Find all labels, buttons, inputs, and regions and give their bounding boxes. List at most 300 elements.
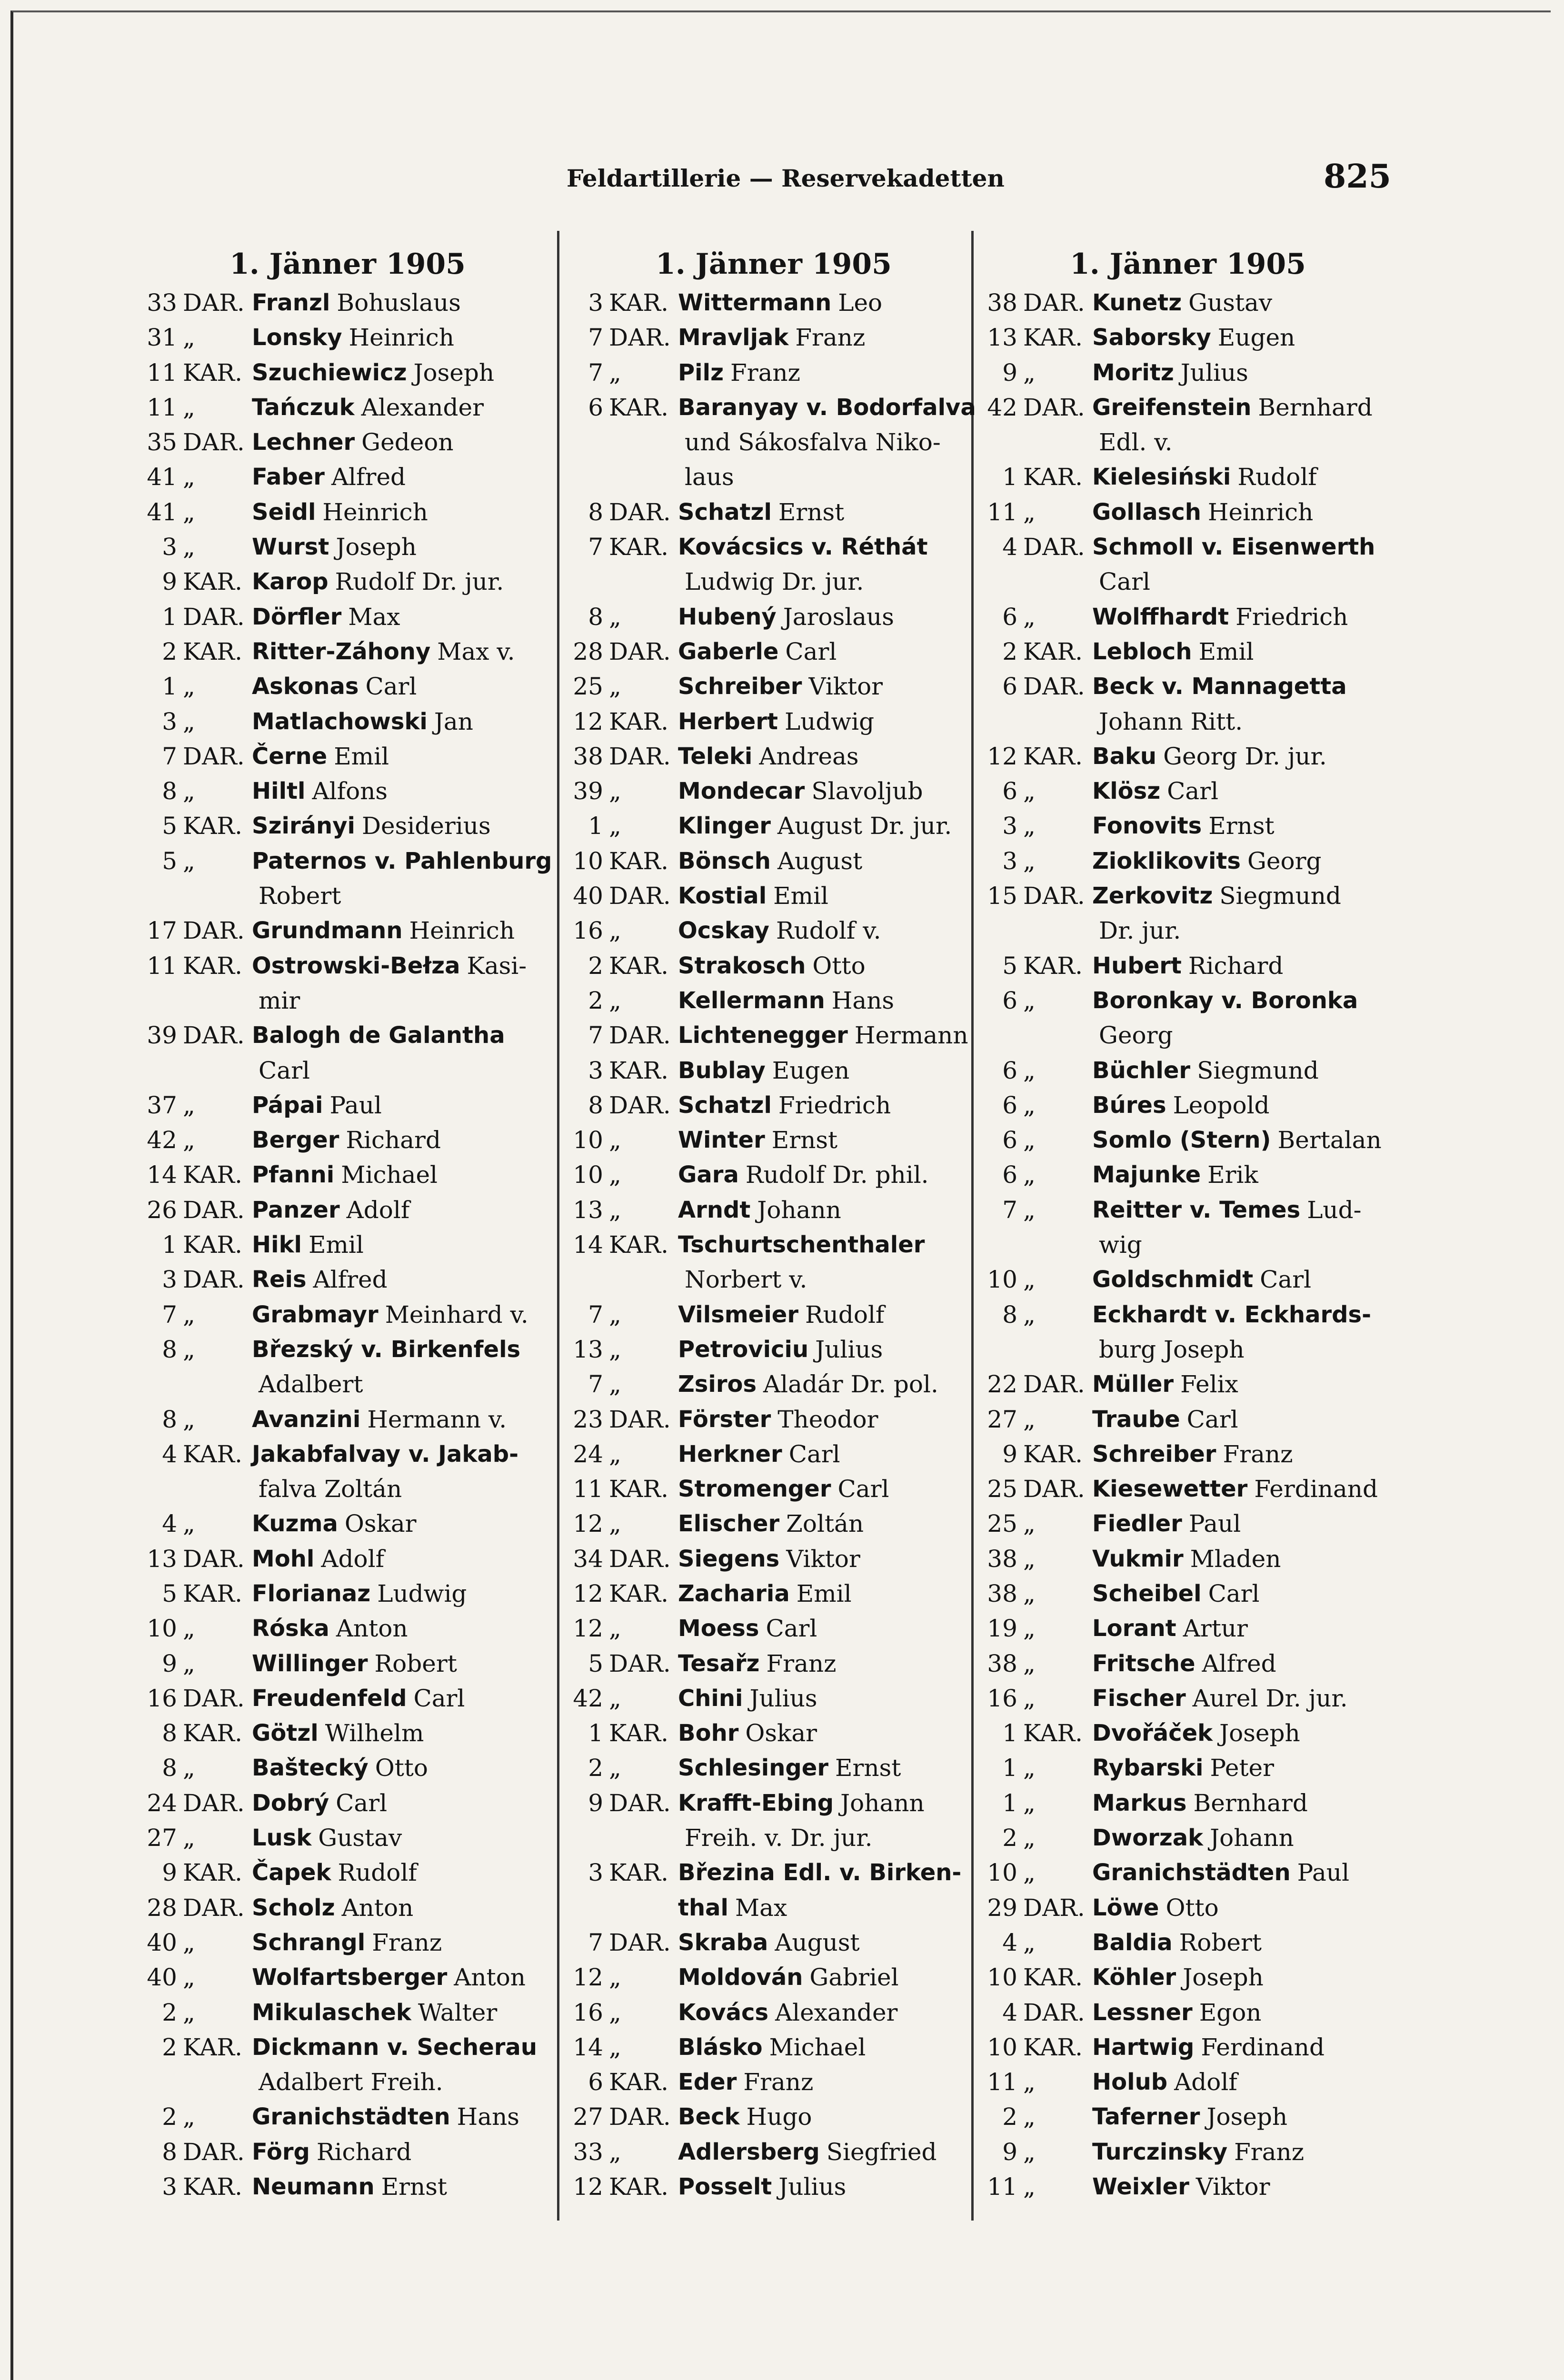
entry-surname: Kovács [678,1999,769,2026]
entry-surname: Majunke [1092,1161,1201,1189]
entry-unit: „ [1023,1859,1036,1887]
entry-surname: Kiesewetter [1092,1476,1248,1503]
entry-given-names: Carl [1186,1405,1238,1433]
list-item [564,1472,983,1507]
entry-number: 7 [588,358,603,387]
entry-surname: Balogh de Galantha [252,1022,505,1049]
list-item [138,1472,557,1507]
list-item [978,1088,1397,1123]
entry-surname: Boronkay v. Boronka [1092,987,1358,1014]
entry-given-names: Slavoljub [811,777,923,805]
list-item [978,1507,1397,1541]
entry-number: 16 [147,1684,177,1712]
entry-given-names: mir [259,986,300,1014]
entry-given-names: Walter [418,1998,498,2026]
list-item [978,1437,1397,1472]
entry-unit: DAR. [1023,882,1085,910]
entry-unit: KAR. [1023,952,1083,980]
entry-unit: „ [183,1091,195,1119]
entry-given-names: Gustav [1188,289,1273,317]
entry-given-names: Friedrich [778,1091,891,1119]
entry-number: 29 [987,1894,1017,1922]
entry-given-names: Franz [766,1649,837,1677]
entry-surname: Winter [678,1127,765,1154]
entry-number: 1 [1002,1754,1017,1782]
entry-number [978,1018,1017,1053]
list-item [564,1123,983,1158]
entry-surname: Čapek [252,1859,331,1886]
list-item [138,1228,557,1262]
entry-number: 28 [573,637,603,665]
entry-surname: Holub [1092,2069,1168,2096]
entry-given-names: Zoltán [786,1510,864,1538]
entry-unit: „ [183,1405,195,1433]
entry-surname: Zacharia [678,1580,790,1607]
entry-surname: Schmoll v. Eisenwerth [1092,534,1375,561]
entry-unit: DAR. [183,2138,245,2166]
entry-unit: „ [1023,777,1036,805]
entry-unit: „ [1023,1615,1036,1643]
list-item [564,1193,983,1228]
entry-surname: Mohl [252,1545,315,1572]
list-item [978,530,1397,565]
entry-surname: Dörfler [252,603,342,630]
entry-number: 2 [1002,637,1017,665]
entry-number: 19 [987,1615,1017,1643]
entry-number: 42 [987,393,1017,421]
entry-given-names: Lud- [1307,1196,1362,1224]
entry-number: 40 [573,882,603,910]
entry-number: 14 [573,1231,603,1259]
entry-number: 14 [147,1161,177,1189]
entry-surname: Krafft-Ebing [678,1789,834,1816]
entry-number: 3 [1002,847,1017,875]
list-item [978,983,1397,1018]
entry-surname: Willinger [252,1650,368,1677]
entry-unit [177,879,252,913]
entry-number: 13 [147,1545,177,1573]
entry-unit: „ [1023,1754,1036,1782]
entry-given-names: Georg [1099,1021,1173,1050]
entry-given-names: Jaroslaus [783,603,894,631]
entry-surname: Scholz [252,1894,335,1921]
entry-unit: KAR. [609,1231,668,1259]
entry-surname: Hiltl [252,778,306,805]
list-item [564,2170,983,2204]
entry-surname: Fritsche [1092,1650,1195,1677]
entry-given-names: Johann [1210,1824,1294,1852]
entry-given-names: Julius [815,1335,883,1363]
entry-given-names: Alfons [312,777,388,805]
entry-given-names: Richard [346,1126,441,1154]
entry-given-names: Anton [341,1894,414,1922]
entry-number: 9 [588,1789,603,1817]
entry-given-names: Alfred [313,1266,388,1294]
list-item [138,1646,557,1681]
entry-surname: Schrangl [252,1929,366,1956]
entry-given-names: Bohuslaus [337,289,461,317]
entry-unit: „ [1023,2103,1036,2131]
entry-surname: Kellermann [678,987,825,1014]
list-item [138,949,557,983]
entry-number: 6 [588,2068,603,2096]
entry-given-names: Anton [454,1964,526,1992]
entry-given-names: Eugen [772,1056,850,1084]
entry-unit: KAR. [609,1579,668,1607]
entry-unit: „ [609,1754,621,1782]
entry-unit: „ [1023,1684,1036,1712]
entry-unit [1017,1332,1092,1367]
entry-number: 11 [147,393,177,421]
entry-given-names: Adolf [346,1196,410,1224]
entry-number [978,425,1017,460]
list-item [564,1158,983,1192]
entry-number [564,1821,603,1855]
entry-unit: „ [609,603,621,631]
entry-surname: Grabmayr [252,1301,379,1328]
entry-given-names: Carl [837,1475,889,1503]
entry-given-names: Franz [795,324,866,352]
list-item [978,1821,1397,1855]
entry-number: 3 [588,289,603,317]
entry-given-names: Richard [1188,952,1284,980]
entry-unit: „ [1023,1161,1036,1189]
entry-given-names: Johann [757,1196,841,1224]
entry-surname: Schlesinger [678,1755,828,1782]
entry-unit: „ [1023,1126,1036,1154]
entry-number: 9 [1002,358,1017,387]
entry-given-names: Adolf [321,1545,385,1573]
entry-unit: KAR. [183,358,242,387]
list-item [564,774,983,809]
list-item [564,1402,983,1437]
entry-given-names: Otto [812,952,866,980]
entry-surname: Reis [252,1266,307,1293]
entry-given-names: Franz [743,2068,814,2096]
entry-surname: Černe [252,743,328,770]
list-item [138,2100,557,2134]
list-item [138,600,557,635]
list-item [564,1367,983,1402]
entry-number: 13 [573,1335,603,1363]
entry-given-names: Anton [336,1615,408,1643]
entry-unit: „ [1023,1824,1036,1852]
entry-given-names: August [777,847,863,875]
entry-unit: KAR. [609,1475,668,1503]
entry-surname: Turczinsky [1092,2138,1228,2165]
entry-number: 38 [987,1545,1017,1573]
list-item [564,495,983,530]
entry-surname: Gollasch [1092,498,1201,526]
entry-unit: DAR. [183,603,245,631]
list-item [564,1298,983,1332]
entry-number: 33 [147,289,177,317]
entry-number: 3 [162,533,177,561]
entry-surname: Szirányi [252,813,355,840]
entry-unit [603,565,678,599]
entry-surname: Kostial [678,883,767,910]
list-item [138,1716,557,1751]
list-item [138,1053,557,1088]
entry-given-names: Rudolf Dr. jur. [335,568,504,596]
entry-number: 2 [162,1998,177,2026]
entry-surname: Kovácsics v. Réthát [678,534,928,561]
entry-number: 3 [162,2173,177,2201]
list-item [564,879,983,913]
entry-number [564,425,603,460]
list-item [978,1611,1397,1646]
entry-number [564,1262,603,1297]
entry-given-names: Carl [259,1056,310,1084]
entry-unit: „ [183,1998,195,2026]
entry-unit: KAR. [183,2033,242,2061]
list-item [138,739,557,774]
entry-number: 31 [147,324,177,352]
entry-surname: Moldován [678,1964,803,1991]
entry-given-names: Erik [1207,1161,1258,1189]
entry-unit: DAR. [1023,1475,1085,1503]
entry-given-names: Norbert v. [685,1266,807,1294]
entry-unit: „ [1023,1510,1036,1538]
entry-surname: Baštecký [252,1755,369,1782]
entry-number: 3 [1002,812,1017,840]
entry-number [138,1053,177,1088]
entry-number: 25 [573,673,603,701]
list-item [564,2030,983,2065]
entry-surname: Moess [678,1615,759,1642]
entry-given-names: August Dr. jur. [777,812,952,840]
entry-unit: KAR. [609,2068,668,2096]
entry-surname: Gaberle [678,638,779,665]
entry-surname: Scheibel [1092,1580,1202,1607]
entry-given-names: Julius [1180,358,1248,387]
entry-surname: Moritz [1092,359,1174,386]
entry-given-names: Theodor [777,1405,878,1433]
entry-given-names: Johann Ritt. [1099,707,1243,735]
list-item [978,1577,1397,1611]
entry-given-names: Heinrich [322,498,428,526]
entry-unit: „ [183,533,195,561]
entry-number: 8 [162,2138,177,2166]
entry-number: 7 [588,1021,603,1050]
entry-surname: Panzer [252,1196,340,1223]
entry-unit: KAR. [1023,2033,1083,2061]
entry-number: 41 [147,463,177,491]
entry-unit [1017,1228,1092,1262]
list-item [564,1925,983,1960]
entry-given-names: Carl [1260,1266,1312,1294]
list-item [138,1611,557,1646]
entry-number: 8 [162,1405,177,1433]
list-item [138,1262,557,1297]
list-item [138,2065,557,2100]
entry-unit: KAR. [609,2173,668,2201]
entry-surname: Teleki [678,743,753,770]
entry-unit [1017,704,1092,739]
entry-number [138,1472,177,1507]
entry-given-names: Richard [316,2138,412,2166]
entry-unit: DAR. [183,1894,245,1922]
list-item [138,1995,557,2030]
entry-given-names: Robert [374,1649,457,1677]
list-item [978,495,1397,530]
entry-unit: KAR. [609,1056,668,1084]
entry-given-names: wig [1099,1231,1142,1259]
entry-surname: thal [678,1894,728,1921]
entry-surname: Hubený [678,603,777,630]
entry-unit: „ [183,707,195,735]
entry-surname: Baldia [1092,1929,1173,1956]
list-item [138,809,557,843]
entry-surname: Mikulaschek [252,1999,411,2026]
entry-surname: Jakabfalvay v. Jakab- [252,1440,519,1468]
entry-surname: Wolfartsberger [252,1964,448,1991]
entry-unit: „ [609,2138,621,2166]
entry-surname: Zsiros [678,1371,757,1398]
list-item [564,356,983,390]
entry-surname: Seidl [252,498,316,526]
entry-unit: KAR. [183,952,242,980]
entry-number: 2 [162,637,177,665]
list-item [978,286,1397,320]
entry-surname: Klösz [1092,778,1161,805]
list-item [564,1262,983,1297]
entry-unit: „ [1023,1300,1036,1329]
list-item [564,739,983,774]
entry-given-names: Siegfried [826,2138,937,2166]
entry-surname: Róska [252,1615,329,1642]
entry-number: 3 [588,1859,603,1887]
list-item [564,669,983,704]
entry-surname: Chini [678,1685,743,1712]
entry-given-names: Carl [1208,1579,1260,1607]
entry-number: 3 [162,1266,177,1294]
entry-given-names: falva Zoltán [259,1475,402,1503]
entry-given-names: Leopold [1173,1091,1270,1119]
entry-surname: Goldschmidt [1092,1266,1254,1293]
entry-number [978,565,1017,599]
list-item [564,704,983,739]
list-item [978,1262,1397,1297]
list-item [138,1681,557,1716]
list-item [138,774,557,809]
entry-unit [177,983,252,1018]
entry-unit: KAR. [609,1859,668,1887]
list-item [138,1925,557,1960]
list-item [978,1298,1397,1332]
entry-surname: Fischer [1092,1685,1186,1712]
entry-given-names: Otto [375,1754,428,1782]
entry-number: 15 [987,882,1017,910]
entry-unit: „ [1023,1649,1036,1677]
entry-given-names: Franz [730,358,800,387]
list-item [138,1158,557,1192]
entry-unit: KAR. [609,289,668,317]
entry-given-names: Carl [766,1615,817,1643]
entry-number: 28 [147,1894,177,1922]
entry-unit: KAR. [1023,637,1083,665]
entry-unit: „ [183,324,195,352]
entry-given-names: Georg [1247,847,1322,875]
entry-surname: Freudenfeld [252,1685,407,1712]
entry-unit: „ [609,358,621,387]
entry-given-names: Adolf [1174,2068,1237,2096]
entry-given-names: Ferdinand [1201,2033,1325,2061]
entry-surname: Lonsky [252,324,342,351]
entry-unit [177,1367,252,1402]
entry-unit: „ [183,1126,195,1154]
entry-unit [177,1053,252,1088]
cadet-list [138,286,557,2204]
entry-unit: „ [183,1335,195,1363]
entry-given-names: Hugo [746,2103,812,2131]
entry-unit [603,425,678,460]
list-item [564,1891,983,1925]
list-item [978,2135,1397,2170]
entry-number: 3 [588,1056,603,1084]
entry-unit: „ [1023,1579,1036,1607]
column-2 [564,248,983,2209]
entry-number: 33 [573,2138,603,2166]
entry-given-names: Hermann [854,1021,968,1050]
entry-unit: KAR. [609,1719,668,1747]
list-item [978,1925,1397,1960]
list-item [564,983,983,1018]
entry-given-names: Carl [365,673,417,701]
entry-unit: „ [183,847,195,875]
entry-surname: Březský v. Birkenfels [252,1336,521,1363]
list-item [564,600,983,635]
entry-unit: KAR. [1023,463,1083,491]
entry-number: 1 [588,812,603,840]
entry-surname: Wolffhardt [1092,603,1229,630]
entry-given-names: Jan [434,707,473,735]
entry-unit [603,1262,678,1297]
entry-unit: „ [1023,358,1036,387]
entry-number: 25 [987,1475,1017,1503]
list-item [564,635,983,669]
entry-surname: Weixler [1092,2173,1189,2201]
entry-number: 7 [588,533,603,561]
entry-unit: „ [1023,1405,1036,1433]
entry-surname: Reitter v. Temes [1092,1196,1301,1223]
entry-number: 5 [1002,952,1017,980]
entry-unit: DAR. [183,428,245,456]
entry-number: 24 [573,1440,603,1468]
entry-given-names: Joseph [336,533,417,561]
entry-given-names: Ludwig [377,1579,467,1607]
entry-surname: Lichtenegger [678,1022,848,1049]
entry-unit: DAR. [1023,1370,1085,1398]
entry-given-names: Emil [309,1231,364,1259]
entry-surname: Herbert [678,708,778,735]
entry-number [138,983,177,1018]
entry-number: 2 [1002,1824,1017,1852]
entry-unit: KAR. [183,2173,242,2201]
entry-surname: Kunetz [1092,289,1182,316]
list-item [564,286,983,320]
entry-given-names: Carl [785,637,837,665]
entry-surname: Mravljak [678,324,789,351]
list-item [564,1855,983,1890]
list-item [564,844,983,879]
entry-given-names: Alfred [1202,1649,1276,1677]
list-item [978,565,1397,599]
entry-unit: KAR. [183,1161,242,1189]
entry-unit: DAR. [1023,673,1085,701]
entry-given-names: Paul [1297,1859,1350,1887]
entry-surname: Strakosch [678,952,806,979]
